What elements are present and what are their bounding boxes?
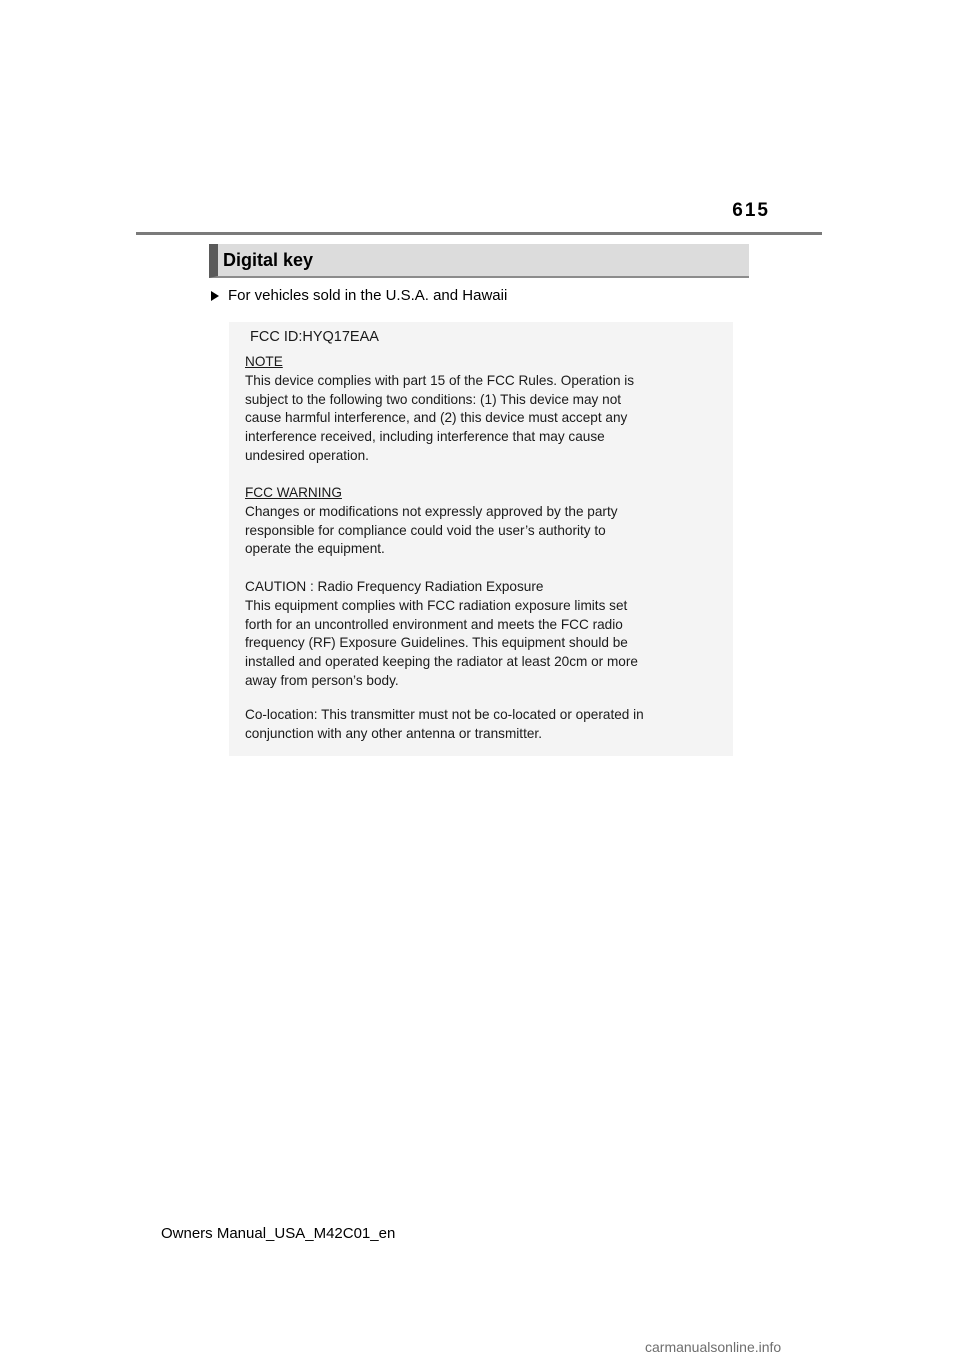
caution-line: forth for an uncontrolled environment and meets the FCC radio — [245, 616, 623, 632]
colocation-line: Co-location: This transmitter must not be co-located or operated in — [245, 707, 644, 722]
note-heading: NOTE — [245, 354, 283, 369]
colocation-line: conjunction with any other antenna or transmitter. — [245, 725, 542, 741]
section-heading-text: Digital key — [223, 250, 314, 270]
section-heading — [209, 244, 749, 278]
note-block — [245, 353, 634, 466]
note-line: subject to the following two conditions: (1) This device may not — [245, 391, 622, 407]
page-number: 615 — [732, 200, 770, 221]
bullet-text: For vehicles sold in the U.S.A. and Hawaii — [228, 287, 508, 304]
fcc-label-image — [229, 322, 733, 756]
caution-line: This equipment complies with FCC radiation exposure limits set — [245, 597, 628, 613]
triangle-bullet-icon — [211, 291, 219, 301]
colocation-block — [245, 706, 644, 744]
warning-line: Changes or modifications not expressly approved by the party — [245, 503, 618, 519]
bullet-item — [211, 287, 507, 304]
caution-block — [245, 578, 638, 691]
caution-line: away from person’s body. — [245, 672, 399, 688]
note-line: interference received, including interference that may cause — [245, 429, 605, 445]
caution-line: installed and operated keeping the radiator at least 20cm or more — [245, 654, 638, 670]
caution-line: frequency (RF) Exposure Guidelines. This equipment should be — [245, 635, 628, 651]
warning-line: responsible for compliance could void the user’s authority to — [245, 522, 606, 538]
caution-heading: CAUTION : Radio Frequency Radiation Exposure — [245, 579, 544, 594]
note-line: undesired operation. — [245, 447, 369, 463]
note-line: This device complies with part 15 of the FCC Rules. Operation is — [245, 372, 635, 388]
warning-heading: FCC WARNING — [245, 485, 342, 500]
warning-block — [245, 484, 618, 559]
header-rule — [136, 232, 822, 235]
footer-text: Owners Manual_USA_M42C01_en — [161, 1225, 396, 1242]
watermark: carmanualsonline.info — [645, 1339, 782, 1355]
warning-line: operate the equipment. — [245, 541, 385, 557]
note-line: cause harmful interference, and (2) this device must accept any — [245, 410, 628, 426]
fcc-id: FCC ID:HYQ17EAA — [250, 329, 379, 345]
